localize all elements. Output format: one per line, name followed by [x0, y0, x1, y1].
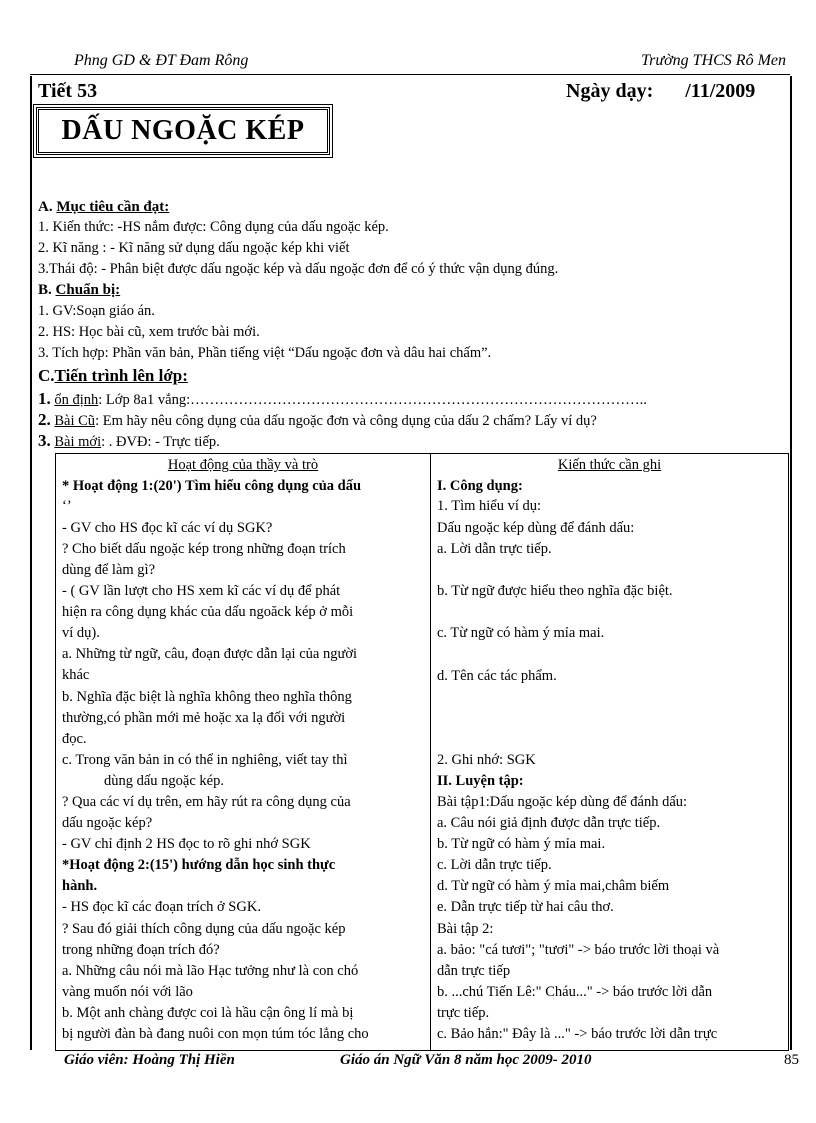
- teacher-activity-line: - HS đọc kĩ các đoạn trích ở SGK.: [62, 899, 261, 915]
- knowledge-line: c. Từ ngữ có hàm ý mỉa mai.: [437, 625, 605, 641]
- section-c-heading: C.Tiến trình lên lớp:: [38, 366, 188, 385]
- knowledge-line: II. Luyện tập:: [437, 773, 524, 789]
- column-header: Kiến thức cần ghi: [557, 457, 662, 473]
- teacher-activity-line: a. Những câu nói mà lão Hạc tưởng như là con chó: [62, 963, 359, 979]
- section-b-item: 1. GV:Soạn giáo án.: [38, 303, 155, 319]
- knowledge-line: d. Tên các tác phẩm.: [437, 668, 557, 684]
- lesson-number: Tiết 53: [38, 80, 98, 102]
- knowledge-line: a. bảo: "cá tươi"; "tươi" -> báo trước lời thoại và: [437, 942, 720, 958]
- teacher-activity-line: ví dụ).: [62, 625, 100, 641]
- knowledge-line: b. Từ ngữ được hiểu theo nghĩa đặc biệt.: [437, 583, 673, 599]
- teacher-activity-line: dùng để làm gì?: [62, 562, 156, 578]
- footer-teacher: Giáo viên: Hoàng Thị Hiền: [64, 1052, 235, 1068]
- knowledge-line: Bài tập1:Dấu ngoặc kép dùng để đánh dấu:: [437, 794, 688, 810]
- page-header: [64, 52, 786, 74]
- knowledge-line: dẫn trực tiếp: [437, 963, 511, 979]
- section-b-item: 2. HS: Học bài cũ, xem trước bài mới.: [38, 324, 260, 340]
- teacher-activity-line: thường,có phần mới mẻ hoặc xa lạ đối với người: [62, 710, 346, 726]
- table-column-knowledge: [431, 454, 789, 1051]
- column-header: Hoạt động của thầy và trò: [167, 457, 319, 473]
- activity-table: [55, 453, 789, 1051]
- teacher-activity-line: ? Cho biết dấu ngoặc kép trong những đoạn trích: [62, 541, 346, 557]
- header-rule: [30, 74, 790, 75]
- teacher-activity-line: ? Qua các ví dụ trên, em hãy rút ra công dụng của: [62, 794, 351, 810]
- lesson-title-box: [36, 107, 330, 155]
- table-row: [56, 454, 789, 1051]
- knowledge-line: a. Lời dẫn trực tiếp.: [437, 541, 552, 557]
- knowledge-line: 2. Ghi nhớ: SGK: [437, 752, 536, 768]
- teacher-activity-line: dùng dấu ngoặc kép.: [104, 773, 224, 789]
- teacher-activity-line: c. Trong văn bản in có thể in nghiêng, viết tay thì: [62, 752, 348, 768]
- knowledge-line: trực tiếp.: [437, 1005, 490, 1021]
- teacher-activity-line: bị người đàn bà đang nuôi con mọn túm tóc lẳng cho: [62, 1026, 369, 1042]
- section-b-heading: B. Chuẩn bị:: [38, 282, 121, 298]
- section-c-item: 1. ổn định: Lớp 8a1 vắng:…………………………………………………………………………………..: [38, 389, 647, 408]
- section-a-item: 1. Kiến thức: -HS nắm được: Công dụng của dấu ngoặc kép.: [38, 219, 389, 235]
- header-right: Trường THCS Rô Men: [641, 52, 786, 69]
- teacher-activity-line: a. Những từ ngữ, câu, đoạn được dẫn lại của người: [62, 646, 358, 662]
- teaching-date: [566, 80, 755, 103]
- knowledge-line: b. Từ ngữ có hàm ý mỉa mai.: [437, 836, 606, 852]
- teacher-activity-line: *Hoạt động 2:(15') hướng dẫn học sinh thực: [62, 857, 336, 873]
- section-a-heading: A. Mục tiêu cần đạt:: [38, 199, 170, 215]
- page-number: 85: [784, 1052, 799, 1068]
- teacher-activity-line: trong những đoạn trích đó?: [62, 942, 220, 958]
- teacher-activity-line: b. Một anh chàng được coi là hầu cận ông lí mà bị: [62, 1005, 354, 1021]
- knowledge-line: e. Dẫn trực tiếp từ hai câu thơ.: [437, 899, 614, 915]
- date-value: /11/2009: [685, 80, 756, 102]
- teacher-activity-line: - ( GV lần lượt cho HS xem kĩ các ví dụ để phát: [62, 583, 341, 599]
- teacher-activity-line: hiện ra công dụng khác của dấu ngoăck kép ở mỗi: [62, 604, 354, 620]
- teacher-activity-line: ‘’: [62, 498, 72, 514]
- teacher-activity-line: khác: [62, 667, 90, 683]
- teacher-activity-line: - GV chỉ định 2 HS đọc to rõ ghi nhớ SGK: [62, 836, 311, 852]
- teacher-activity-line: b. Nghĩa đặc biệt là nghĩa không theo nghĩa thông: [62, 689, 352, 705]
- table-column-teacher-activities: [56, 454, 431, 1051]
- section-c-item: 3. Bài mới: . ĐVĐ: - Trực tiếp.: [38, 431, 220, 450]
- teacher-activity-line: đọc.: [62, 731, 87, 747]
- date-label: Ngày dạy:: [566, 80, 654, 102]
- teacher-activity-line: ? Sau đó giải thích công dụng của dấu ngoặc kép: [62, 921, 346, 937]
- section-b-item: 3. Tích hợp: Phần văn bản, Phần tiếng việt “Dấu ngoặc đơn và dâu hai chấm”.: [38, 345, 492, 361]
- knowledge-line: a. Câu nói giả định được dẫn trực tiếp.: [437, 815, 661, 831]
- section-a-item: 3.Thái độ: - Phân biệt được dấu ngoặc kép và dấu ngoặc đơn để có ý thức vận dụng đúng.: [38, 261, 559, 277]
- teacher-activity-line: - GV cho HS đọc kĩ các ví dụ SGK?: [62, 520, 273, 536]
- section-a-item: 2. Kĩ năng : - Kĩ năng sử dụng dấu ngoặc kép khi viết: [38, 240, 350, 256]
- lesson-title: DẤU NGOẶC KÉP: [61, 115, 305, 146]
- section-c-item: 2. Bài Cũ: Em hãy nêu công dụng của dấu ngoặc đơn và công dụng của dấu 2 chấm? Lấy ví dụ?: [38, 410, 597, 429]
- knowledge-line: d. Từ ngữ có hàm ý mỉa mai,châm biếm: [437, 878, 670, 894]
- knowledge-line: b. ...chú Tiến Lê:" Cháu..." -> báo trước lời dẫn: [437, 984, 713, 1000]
- footer-plan: Giáo án Ngữ Văn 8 năm học 2009- 2010: [340, 1052, 592, 1068]
- knowledge-line: c. Bảo hắn:" Đây là ..." -> báo trước lời dẫn trực: [437, 1026, 718, 1042]
- teacher-activity-line: * Hoạt động 1:(20') Tìm hiểu công dụng của dấu: [62, 478, 362, 494]
- teacher-activity-line: hành.: [62, 878, 98, 894]
- knowledge-line: 1. Tìm hiểu ví dụ:: [437, 498, 542, 514]
- header-left: Phng GD & ĐT Đam Rông: [74, 52, 249, 69]
- knowledge-line: I. Công dụng:: [437, 478, 523, 494]
- knowledge-line: c. Lời dẫn trực tiếp.: [437, 857, 552, 873]
- knowledge-line: Dấu ngoặc kép dùng để đánh dấu:: [437, 520, 635, 536]
- knowledge-line: Bài tập 2:: [437, 921, 494, 937]
- teacher-activity-line: dấu ngoặc kép?: [62, 815, 153, 831]
- teacher-activity-line: vàng muốn nói với lão: [62, 984, 193, 1000]
